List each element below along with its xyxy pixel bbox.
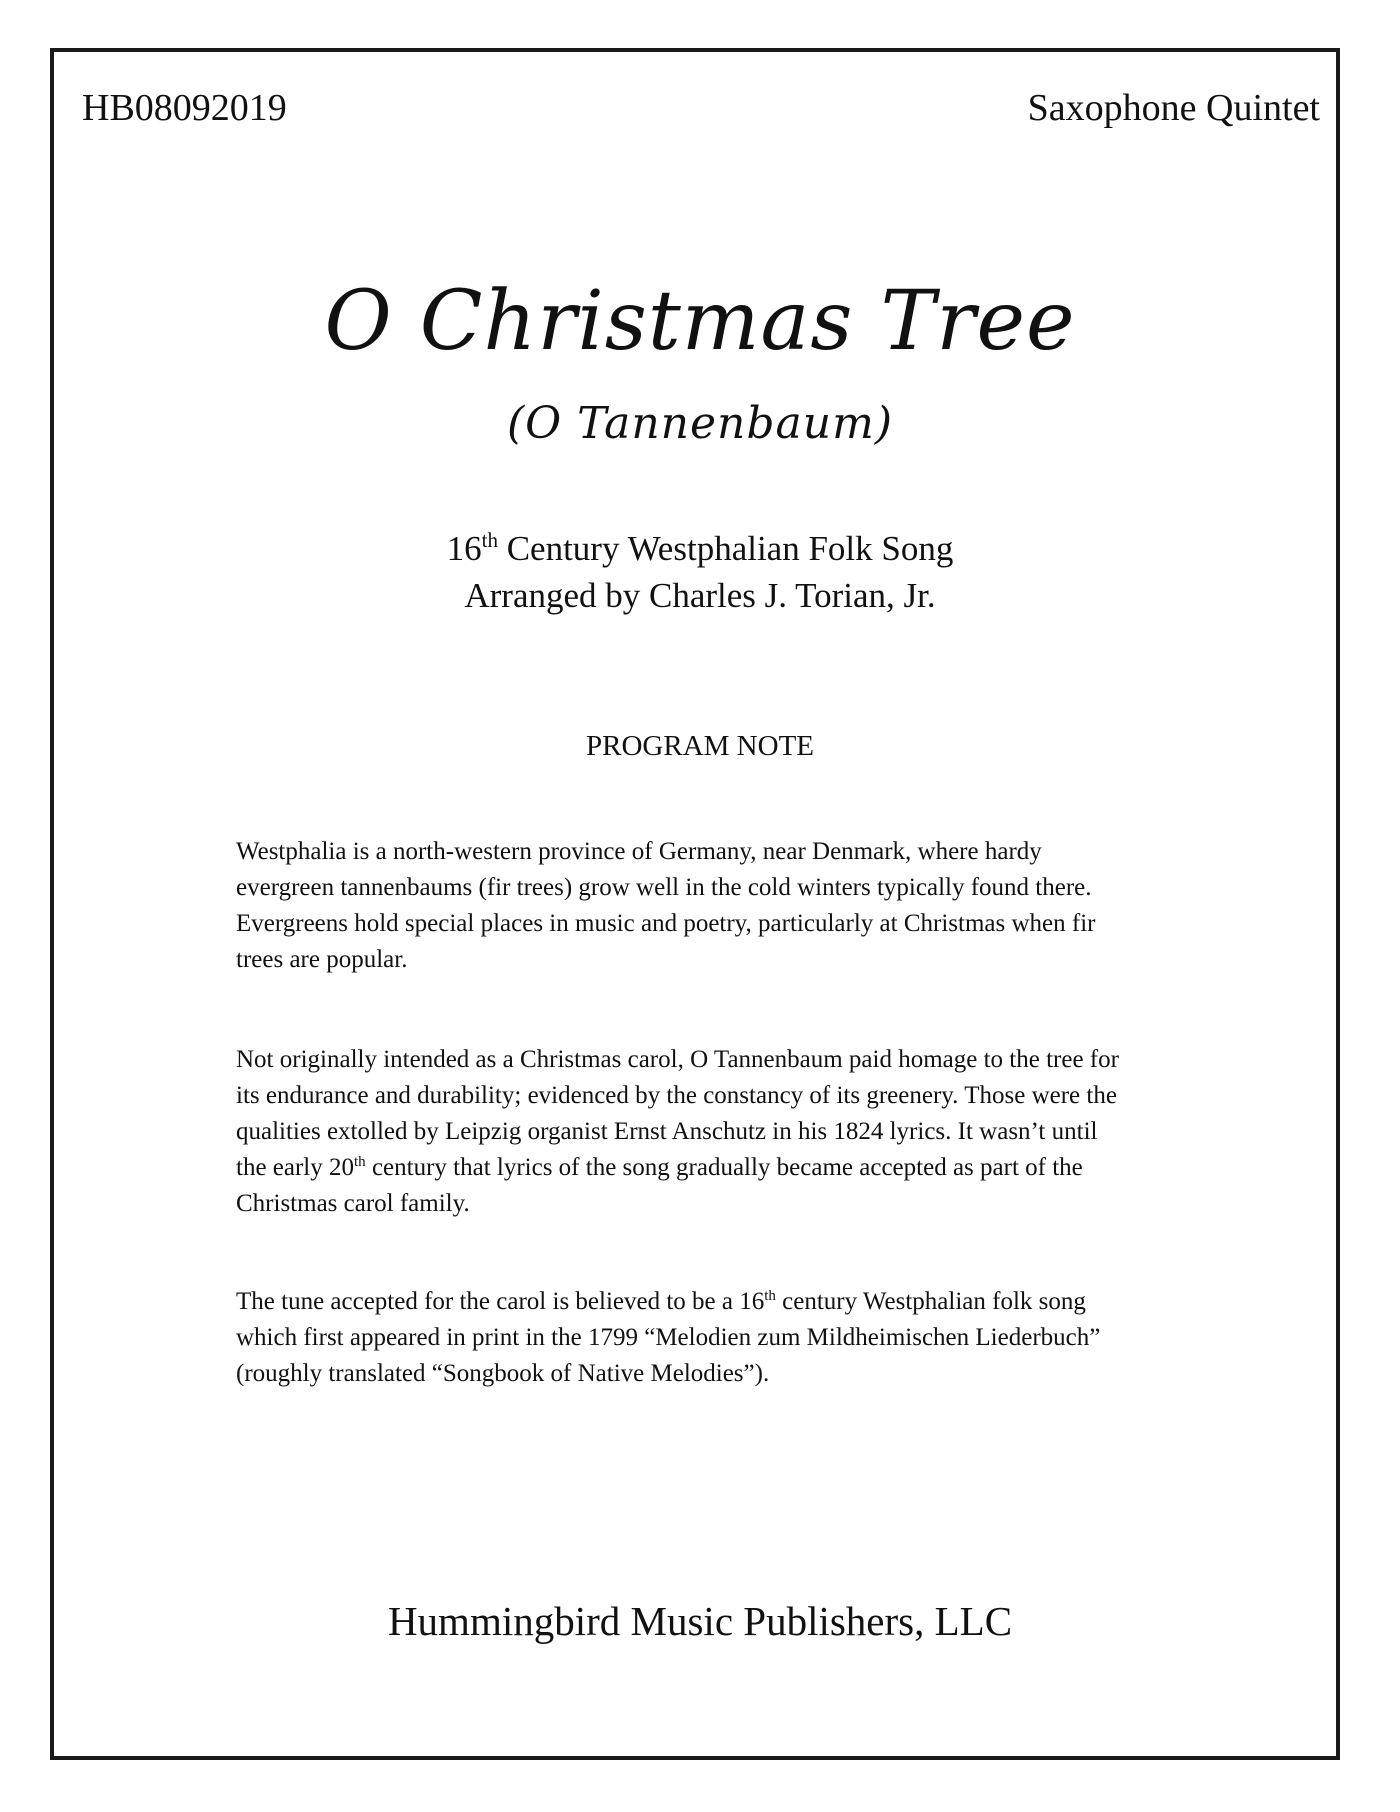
origin-text: Century Westphalian Folk Song bbox=[497, 529, 954, 568]
line-text: the early 20 bbox=[236, 1154, 355, 1181]
origin-number: 16 bbox=[446, 529, 482, 568]
paragraph-line: Westphalia is a north-western province of Germany, near Denmark, where hardy bbox=[236, 838, 1042, 865]
paragraph-line: its endurance and durability; evidenced by the constancy of its greenery. Those were the bbox=[236, 1082, 1117, 1109]
program-note-paragraph-3 bbox=[236, 1284, 1216, 1392]
arranger-line: Arranged by Charles J. Torian, Jr. bbox=[464, 576, 936, 615]
origin-suffix: th bbox=[481, 528, 498, 552]
paragraph-line: evergreen tannenbaums (fir trees) grow well in the cold winters typically found there. bbox=[236, 874, 1092, 901]
origin-line bbox=[0, 528, 1400, 570]
program-note-heading: PROGRAM NOTE bbox=[586, 730, 814, 762]
paragraph-line bbox=[236, 1150, 1216, 1186]
program-note-paragraph-1 bbox=[236, 834, 1216, 978]
program-note-paragraph-2 bbox=[236, 1042, 1216, 1222]
line-text: The tune accepted for the carol is believed to be a 16 bbox=[236, 1288, 765, 1315]
ordinal-suffix: th bbox=[764, 1288, 776, 1304]
ensemble-label: Saxophone Quintet bbox=[1027, 87, 1320, 129]
page-subtitle: (O Tannenbaum) bbox=[506, 398, 894, 449]
line-text: century that lyrics of the song gradually became accepted as part of the bbox=[365, 1154, 1083, 1181]
ordinal-suffix: th bbox=[354, 1154, 366, 1170]
catalog-number: HB08092019 bbox=[82, 87, 287, 129]
paragraph-line: Evergreens hold special places in music and poetry, particularly at Christmas when fir bbox=[236, 910, 1096, 937]
paragraph-line: trees are popular. bbox=[236, 946, 408, 973]
paragraph-line: Not originally intended as a Christmas carol, O Tannenbaum paid homage to the tree for bbox=[236, 1046, 1119, 1073]
page-title: O Christmas Tree bbox=[324, 274, 1076, 369]
paragraph-line: qualities extolled by Leipzig organist Ernst Anschutz in his 1824 lyrics. It wasn’t until bbox=[236, 1118, 1098, 1145]
paragraph-line bbox=[236, 1284, 1216, 1320]
paragraph-line: (roughly translated “Songbook of Native Melodies”). bbox=[236, 1360, 770, 1387]
paragraph-line: Christmas carol family. bbox=[236, 1190, 470, 1217]
line-text: century Westphalian folk song bbox=[775, 1288, 1086, 1315]
paragraph-line: which first appeared in print in the 1799 “Melodien zum Mildheimischen Liederbuch” bbox=[236, 1324, 1101, 1351]
publisher-name: Hummingbird Music Publishers, LLC bbox=[387, 1598, 1013, 1644]
